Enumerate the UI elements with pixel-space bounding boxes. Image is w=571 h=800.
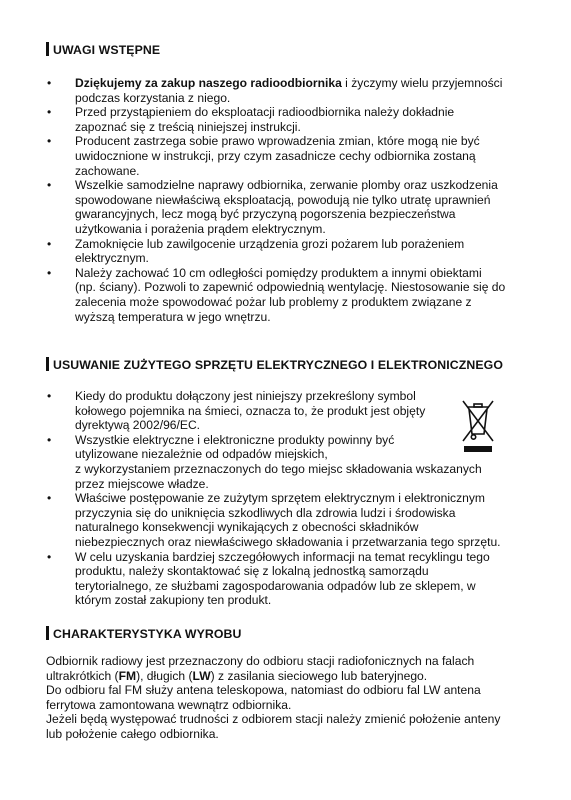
list-item: • Przed przystąpieniem do eksploatacji radioodbiornika należy dokładnie zapoznać się z treścią niniejszej instrukcji. xyxy=(75,105,505,134)
list-item: • Wszystkie elektryczne i elektroniczne produkty powinny być utylizowane niezależnie od odpadów miejskich, z wykorzystaniem przeznaczonych do tego miejsc składowania wskazanych przez miejscowe władze. xyxy=(75,433,501,491)
list-item: • Zamoknięcie lub zawilgocenie urządzenia grozi pożarem lub porażeniem elektrycznym. xyxy=(75,237,505,266)
list-item: • Wszelkie samodzielne naprawy odbiornika, zerwanie plomby oraz uszkodzenia spowodowane niewłaściwą eksploatacją, powodują nie tylko utratę uprawnień gwarancyjnych, lecz mogą być przyczyną pogorszenia bezpieczeństwa użytkowania i porażenia prądem elektrycznym. xyxy=(75,178,505,236)
section-title-uwagi: UWAGI WSTĘPNE xyxy=(46,42,160,57)
uwagi-list xyxy=(75,76,505,324)
list-item: • Producent zastrzega sobie prawo wprowadzenia zmian, które mogą nie być uwidocznione w instrukcji, przy czym zasadnicze cechy odbiornika zostaną zachowane. xyxy=(75,134,505,178)
usuwanie-list xyxy=(75,389,501,608)
list-item: • Kiedy do produktu dołączony jest niniejszy przekreślony symbol kołowego pojemnika na śmieci, oznacza to, że produkt jest objęty dyrektywą 2002/96/EC. xyxy=(75,389,501,433)
crossed-out-wheelie-bin-icon xyxy=(461,398,495,454)
list-item: • W celu uzyskania bardziej szczegółowych informacji na temat recyklingu tego produktu, należy skontaktować się z lokalną jednostką samorządu terytorialnego, ze służbami zagospodarowania odpadów lub ze sklepem, w którym został zakupiony ten produkt. xyxy=(75,550,501,608)
section-title-usuwanie: USUWANIE ZUŻYTEGO SPRZĘTU ELEKTRYCZNEGO I ELEKTRONICZNEGO xyxy=(46,357,503,372)
product-description: Odbiornik radiowy jest przeznaczony do odbioru stacji radiofonicznych na falach ultrakrótkich (FM), długich (LW) z zasilania sieciowego lub bateryjnego. Do odbioru fal FM służy antena teleskopowa, natomiast do odbioru fal LW antena ferrytowa zamontowana wewnątrz odbiornika. Jeżeli będą występować trudności z odbiorem stacji należy zmienić położenie anteny lub położenie całego odbiornika. xyxy=(46,654,501,741)
list-item: • Dziękujemy za zakup naszego radioodbiornika i życzymy wielu przyjemności podczas korzystania z niego. xyxy=(75,76,505,105)
section-title-charakterystyka: CHARAKTERYSTYKA WYROBU xyxy=(46,626,241,641)
list-item: • Należy zachować 10 cm odległości pomiędzy produktem a innymi obiektami (np. ściany). Pozwoli to zapewnić odpowiednią wentylację. Niestosowanie się do zalecenia może spowodować pożar lub problemy z produktem związane z wyższą temperatura w jego wnętrzu. xyxy=(75,266,505,324)
list-item: • Właściwe postępowanie ze zużytym sprzętem elektrycznym i elektronicznym przyczynia się do uniknięcia szkodliwych dla zdrowia ludzi i środowiska naturalnego konsekwencji wynikających z obecności składników niebezpiecznych oraz niewłaściwego składowania i przetwarzania tego sprzętu. xyxy=(75,491,501,549)
